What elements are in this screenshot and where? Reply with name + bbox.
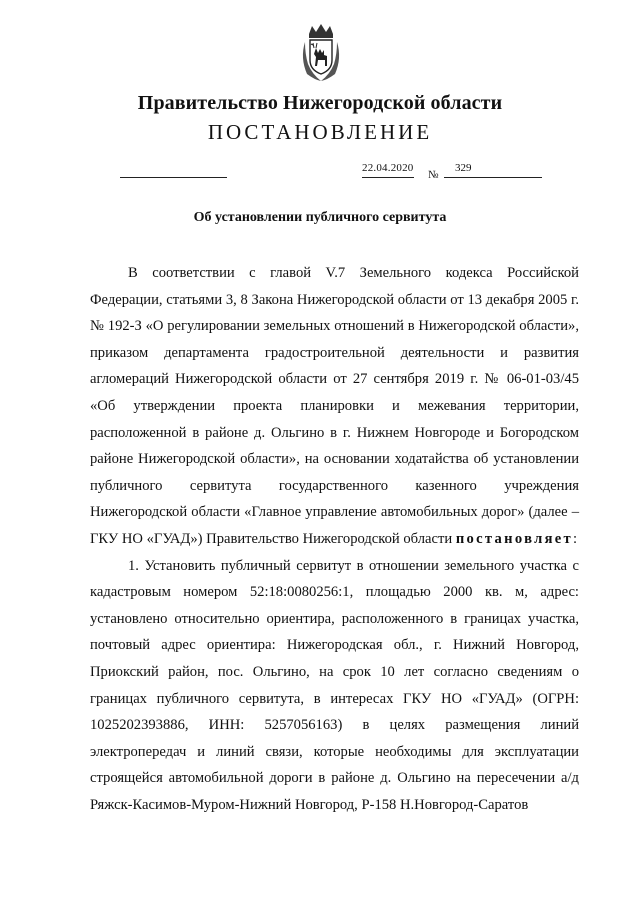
- document-date: 22.04.2020: [362, 162, 414, 174]
- number-underline: [444, 177, 542, 178]
- number-sign: №: [428, 169, 439, 181]
- preamble-paragraph: [90, 260, 579, 553]
- date-underline: [362, 177, 414, 178]
- document-type-title: ПОСТАНОВЛЕНИЕ: [207, 120, 433, 144]
- decree-word: постановляет: [455, 530, 574, 547]
- document-subject: Об установлении публичного сервитута: [193, 210, 447, 225]
- decree-colon: :: [573, 530, 578, 547]
- item-1-paragraph: 1. Установить публичный сервитут в отношении земельного участка с кадастровым номером 52:18:0080256:1, площадью 2000 кв. м, адрес: установлено относительно ориентира, расположенного в границах участка, почтовый адрес ориентира: Нижегородская обл., г. Нижний Новгород, Приокский район, пос. Ольгино, на срок 10 лет согласно сведениям о границах публичного сервитута, в интересах ГКУ НО «ГУАД» (ОГРН: 1025202393886, ИНН: 5257056163) в целях размещения линий электропередач и линий связи, которые необходимы для эксплуатации строящейся автомобильной дороги в районе д. Ольгино на пересечении а/д Ряжск-Касимов-Муром-Нижний Новгород, Р-158 Н.Новгород-Саратов: [90, 557, 579, 813]
- government-name: Правительство Нижегородской области: [137, 92, 503, 114]
- blank-line-left: [120, 177, 227, 178]
- preamble-text: В соответствии с главой V.7 Земельного кодекса Российской Федерации, статьями 3, 8 Закона Нижегородской области от 13 декабря 2005 г. № 192-З «О регулировании земельных отношений в Нижегородской области», приказом департамента градостроительной деятельности и развития агломераций Нижегородской области от 27 сентября 2019 г. № 06-01-03/45 «Об утверждении проекта планировки и межевания территории, расположенной в районе д. Ольгино в г. Нижнем Новгороде и Богородском районе Нижегородской области», на основании ходатайства об установлении публичного сервитута государственного казенного учреждения Нижегородской области «Главное управление автомобильных дорог» (далее – ГКУ НО «ГУАД») Правительство Нижегородской области: [90, 265, 579, 547]
- document-number: 329: [455, 162, 472, 174]
- document-body: [90, 260, 579, 818]
- coat-of-arms-icon: [299, 24, 343, 82]
